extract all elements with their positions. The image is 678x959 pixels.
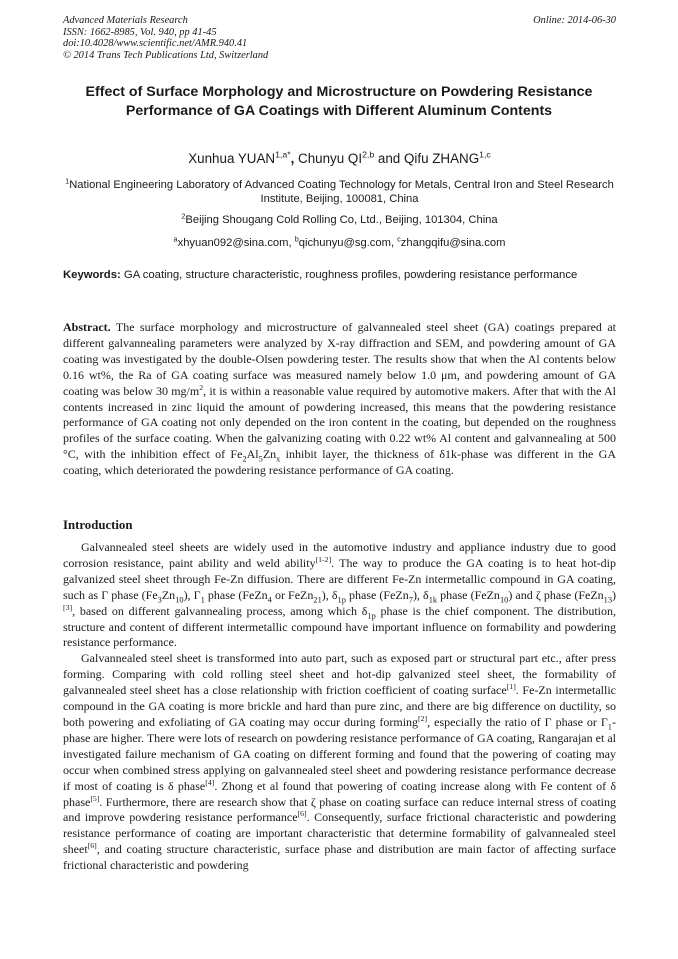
abstract-text: The surface morphology and microstructure of galvannealed steel sheet (GA) coatings prepared at different galvannealing parameters were analyzed by X-ray diffraction and SEM, and powdering amount of GA coating was investigated by the double-Olsen powdering tester. The results show that when the Al contents below 0.16 wt%, the Ra of GA coating surface was measured namely below 1.0 μm, and powdering amount of GA coating was below 30 $mg/m^2$, it is within a reasonable value required by automotive makers. After that with the Al contents increased in zinc liquid the amount of powdering increased, this means that the powdering resistance performance of GA coating not only depended on the iron content in the coating, but depended on the roughness profiles of the surface coating. When the galvanizing coating with 0.22 wt% Al content and galvannealing at 500 °C, with the inhibition effect of $Fe_2Al_5Zn_x$ inhibit layer, the thickness of δ1k-phase was different in the GA coating, which deteriorated the powdering resistance performance of GA coating. <box>63 320 616 478</box>
keywords-text: GA coating, structure characteristic, roughness profiles, powdering resistance performance <box>123 269 578 281</box>
author-list: Xunhua $YUAN^{1,a*}$, Chunyu QI$^{2,b}$ and Qifu ZHANG$^{1,c}$ <box>188 149 491 166</box>
author: Qifu ZHANG$^{1,c}$ <box>403 149 491 166</box>
affiliation-2: $^2$Beijing Shougang Cold Rolling Co, Ltd., Beijing, 101304, China <box>181 211 498 226</box>
author-emails: $^a$xhyuan092@sina.com, $^b$qichunyu@sg.com, $^c$zhangqifu@sina.com <box>173 234 506 249</box>
author: Chunyu QI$^{2,b}$ <box>298 149 375 166</box>
paper-title: Effect of Surface Morphology and Microstructure on Powdering Resistance Performance of GA Coatings with Different Aluminum Contents <box>85 84 593 119</box>
email-link[interactable]: zhangqifu@sina.com <box>400 237 506 249</box>
paragraph: Galvannealed steel sheet is transformed into auto part, such as exposed part or structural part etc., after press forming. Comparing with cold rolling steel sheet and hot-dip galvanized steel sheet, the formability of galvannealed steel sheet has a close relationship with friction coefficient of coating surface[1]. Fe-Zn intermetallic compound in the GA coating is more brickle and hard than pure zinc, and there are big difference on ductility, so both powering and exfoliating of GA coating may occur during forming[2], especially the ratio of Γ phase or $\Gamma_1$-phase are higher. There were lots of research on powdering resistance performance of GA coating, Rangarajan et al investigated failure mechanism of GA coating on different forming and found that the powering of coating may occur when combined stress applying on galvannealed steel sheet and powdering resistance performance decrease if most of coating is δ phase[4]. Zhong et al found that powering of coating increase along with Fe content of δ phase[5]. Furthermore, there are research show that ζ phase on coating surface can reduce internal stress of coating and improve powdering resistance performance[6]. Consequently, surface frictional characteristic and powdering resistance performance of coating are important characteristic that determine formability of galvannealed steel sheet[6], and coating structure characteristic, surface phase and distribution are main factor of affecting surface frictional characteristic and powdering <box>63 651 616 873</box>
section-heading-introduction: Introduction <box>63 518 133 532</box>
journal-doi: doi:10.4028/www.scientific.net/AMR.940.41 <box>63 38 248 50</box>
introduction-body <box>63 540 616 874</box>
email-link[interactable]: xhyuan092@sina.com <box>177 237 289 249</box>
journal-header <box>63 15 616 61</box>
email-link[interactable]: qichunyu@sg.com <box>298 237 391 249</box>
abstract <box>63 320 616 479</box>
online-date: Online: 2014-06-30 <box>533 15 616 26</box>
abstract-label: Abstract. <box>63 320 111 334</box>
affiliation-1: $^1$National Engineering Laboratory of Advanced Coating Technology for Metals, Central Iron and Steel Research Institute, Beijing, 100081, China <box>65 176 614 206</box>
keywords <box>63 268 616 282</box>
journal-name: Advanced Materials Research <box>63 15 188 26</box>
paragraph: Galvannealed steel sheets are widely used in the automotive industry and appliance industry due to good corrosion resistance, paint ability and weld ability[1-2]. The way to produce the GA coating is to heat hot-dip galvanized steel sheet through Fe-Zn diffusion. There are different Fe-Zn intermetallic compound in GA coating, such as Γ phase $(Fe_3Zn_{10})$, $\Gamma_1$ phase (FeZn$_4$ or FeZn$_{21}$), $\delta_{1p}$ phase (FeZn$_7$), $\delta_{1k}$ phase (FeZn$_{10}$) and ζ phase (FeZn$_{13}$)[3], based on different galvannealing process, among which $\delta_{1p}$ phase is the chief component. The distribution, structure and content of different intermetallic compound have important influence on formability and powdering resistance performance. <box>63 540 617 650</box>
journal-issn: ISSN: 1662-8985, Vol. 940, pp 41-45 <box>63 26 217 38</box>
journal-copyright: © 2014 Trans Tech Publications Ltd, Switzerland <box>63 49 269 61</box>
keywords-label: Keywords: <box>63 269 121 281</box>
author: Xunhua $YUAN^{1,a*}$ <box>188 149 291 166</box>
